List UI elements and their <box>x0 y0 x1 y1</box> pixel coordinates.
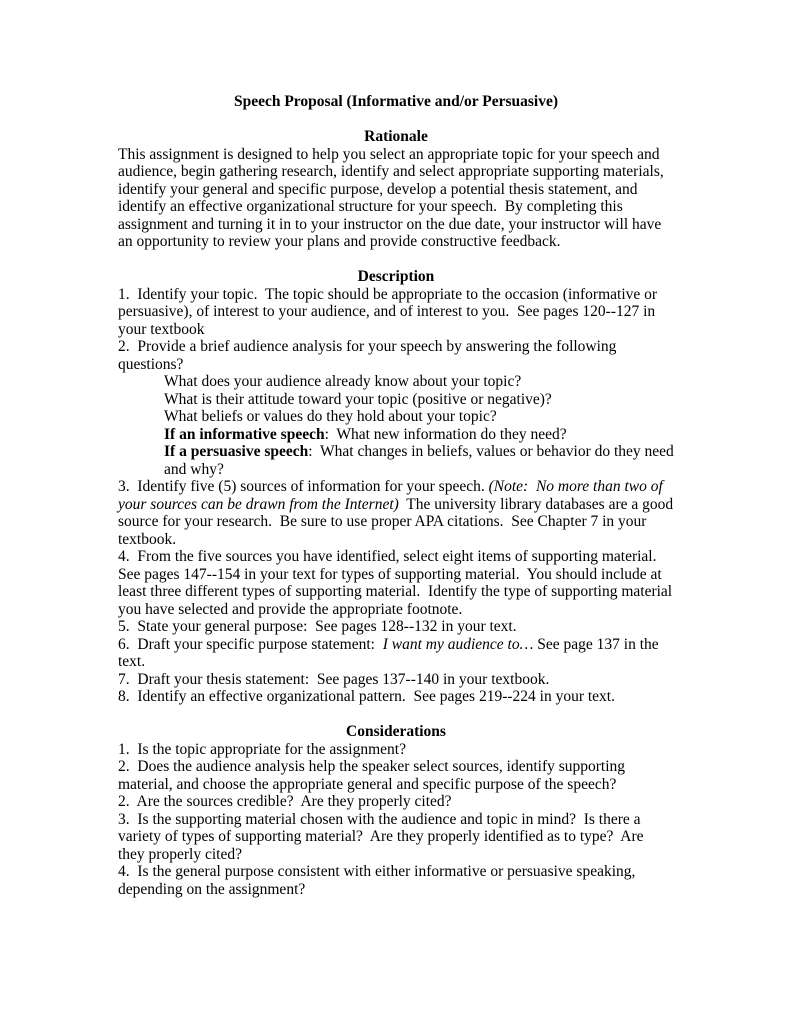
text-run: 3. Is the supporting material chosen with the audience and topic in mind? Is there a variety of types of supporting material? Are they properly identified as to type? Are they properly cited? <box>118 810 648 863</box>
indented-line <box>164 426 674 444</box>
paragraph <box>118 793 674 811</box>
paragraph <box>118 618 674 636</box>
paragraph <box>118 478 678 548</box>
text-run: 4. Is the general purpose consistent with either informative or persuasive speaking, depending on the assignment? <box>118 863 640 898</box>
paragraph <box>118 741 674 759</box>
paragraph <box>118 811 674 864</box>
paragraph <box>118 338 674 373</box>
text-run: If an informative speech <box>164 425 325 443</box>
text-run: 1. Identify your topic. The topic should be appropriate to the occasion (informative or persuasive), of interest to your audience, and of interest to you. See pages 120--127 in your textbook <box>118 285 661 338</box>
text-run: 1. Is the topic appropriate for the assignment? <box>118 740 406 758</box>
paragraph <box>118 671 674 689</box>
text-run: If a persuasive speech <box>164 443 309 460</box>
indented-line <box>164 391 674 409</box>
text-run: 2. Provide a brief audience analysis for your speech by answering the following questions? <box>118 338 621 373</box>
paragraph <box>118 758 674 793</box>
blank-line <box>118 251 674 269</box>
text-run: See page 137 in the text. <box>118 635 663 670</box>
text-run: I want my audience to… <box>382 635 534 653</box>
text-run: 7. Draft your thesis statement: See pages 137--140 in your textbook. <box>118 670 550 688</box>
text-run: : What changes in beliefs, values or behavior do they need and why? <box>164 443 678 478</box>
indented-line <box>164 443 678 478</box>
text-run: The university library databases are a good source for your research. Be sure to use proper APA citations. See Chapter 7 in your textbook. <box>118 495 678 548</box>
document-content <box>118 93 678 898</box>
indented-line <box>164 373 674 391</box>
text-run: 6. Draft your specific purpose statement: <box>118 635 383 653</box>
text-run: : What new information do they need? <box>324 425 567 443</box>
section-heading: Considerations <box>346 723 446 740</box>
text-run: This assignment is designed to help you select an appropriate topic for your speech and audience, begin gathering research, identify and select appropriate supporting materials, identify your general and specific purpose, develop a potential thesis statement, and identify an effective organizational structure for your speech. By completing this assignment and turning it in to your instructor on the due date, your instructor will have an opportunity to review your plans and provide constructive feedback. <box>118 145 668 250</box>
section-heading: Description <box>357 268 435 285</box>
paragraph <box>118 286 674 339</box>
text-run: What beliefs or values do they hold about your topic? <box>164 408 497 425</box>
blank-line <box>118 111 674 129</box>
section-heading: Speech Proposal (Informative and/or Persuasive) <box>233 93 559 110</box>
paragraph <box>118 146 674 251</box>
paragraph <box>118 863 674 898</box>
text-run: 5. State your general purpose: See pages 128--132 in your text. <box>118 618 517 635</box>
paragraph <box>118 636 674 671</box>
blank-line <box>118 706 674 724</box>
text-run: 8. Identify an effective organizational pattern. See pages 219--224 in your text. <box>118 688 615 705</box>
text-run: 4. From the five sources you have identified, select eight items of supporting material. See pages 147--154 in your text for types of supporting material. You should include at least three different types of supporting material. Identify the type of supporting material you have selected and provide the appropriate footnote. <box>118 548 676 618</box>
text-run: (Note: No more than two of your sources can be drawn from the Internet) <box>118 478 667 513</box>
text-run: 2. Are the sources credible? Are they properly cited? <box>118 793 452 810</box>
text-run: 3. Identify five (5) sources of information for your speech. <box>118 478 489 495</box>
text-run: What does your audience already know about your topic? <box>164 373 522 390</box>
indented-line <box>164 408 674 426</box>
paragraph <box>118 548 674 618</box>
paragraph <box>118 688 674 706</box>
text-run: 2. Does the audience analysis help the speaker select sources, identify supporting material, and choose the appropriate general and specific purpose of the speech? <box>118 758 629 793</box>
text-run: What is their attitude toward your topic (positive or negative)? <box>164 390 552 408</box>
section-heading: Rationale <box>364 128 428 145</box>
